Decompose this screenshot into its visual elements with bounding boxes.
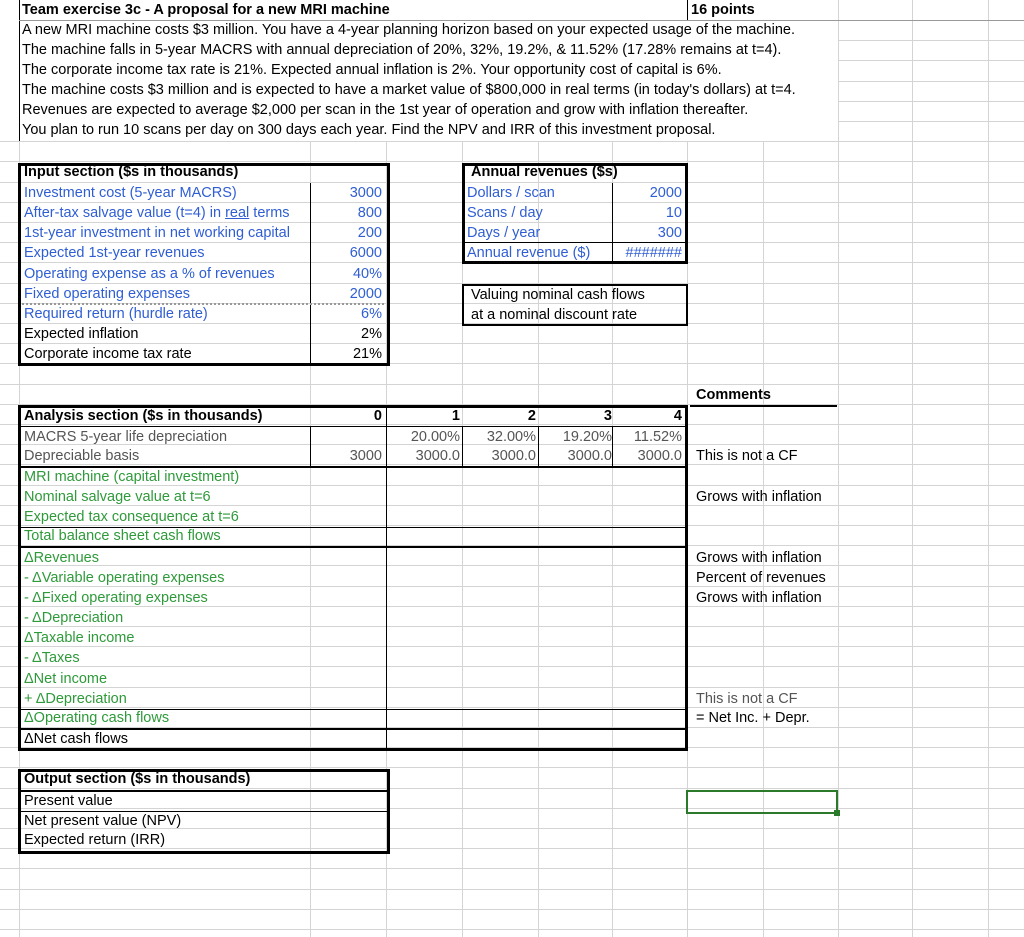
year-header: 4 bbox=[673, 408, 682, 424]
operating-row-label: + ΔDepreciation bbox=[24, 691, 127, 707]
output-label: Expected return (IRR) bbox=[24, 832, 166, 848]
comment: This is not a CF bbox=[696, 691, 798, 707]
problem-line: The corporate income tax rate is 21%. Expected annual inflation is 2%. Your opportunity cost of capital is 6%. bbox=[22, 62, 722, 78]
input-label: Expected 1st-year revenues bbox=[24, 245, 205, 261]
revenue-label: Dollars / scan bbox=[467, 185, 555, 201]
input-label: Fixed operating expenses bbox=[24, 286, 191, 302]
output-label: Present value bbox=[24, 793, 113, 809]
basis-value[interactable]: 3000.0 bbox=[415, 448, 460, 464]
input-label: Required return (hurdle rate) bbox=[24, 306, 208, 322]
year-header: 2 bbox=[527, 408, 536, 424]
problem-line: You plan to run 10 scans per day on 300 days each year. Find the NPV and IRR of this investment proposal. bbox=[22, 122, 716, 138]
operating-row-label: - ΔDepreciation bbox=[24, 610, 124, 626]
exercise-title: Team exercise 3c - A proposal for a new MRI machine bbox=[22, 2, 390, 18]
input-label: Investment cost (5-year MACRS) bbox=[24, 185, 237, 201]
operating-row-label: ΔRevenues bbox=[24, 550, 99, 566]
operating-row-label: ΔTaxable income bbox=[24, 630, 135, 646]
comment: = Net Inc. + Depr. bbox=[696, 710, 810, 726]
revenue-value[interactable]: 300 bbox=[657, 225, 682, 241]
comment: Grows with inflation bbox=[696, 590, 822, 606]
operating-row-label: - ΔFixed operating expenses bbox=[24, 590, 208, 606]
input-label: Corporate income tax rate bbox=[24, 346, 192, 362]
analysis-heading: Analysis section ($s in thousands) bbox=[24, 408, 263, 424]
fill-handle[interactable] bbox=[834, 810, 840, 816]
basis-value[interactable]: 3000.0 bbox=[491, 448, 536, 464]
input-value[interactable]: 3000 bbox=[349, 185, 382, 201]
input-value[interactable]: 2000 bbox=[349, 286, 382, 302]
input-label: 1st-year investment in net working capital bbox=[24, 225, 290, 241]
year-header: 0 bbox=[373, 408, 382, 424]
input-value[interactable]: 21% bbox=[352, 346, 382, 362]
revenue-value[interactable]: ####### bbox=[625, 245, 682, 261]
revenue-value[interactable]: 2000 bbox=[649, 185, 682, 201]
problem-line: A new MRI machine costs $3 million. You have a 4-year planning horizon based on your expected usage of the machine. bbox=[22, 22, 796, 38]
problem-line: Revenues are expected to average $2,000 per scan in the 1st year of operation and grow with inflation thereafter. bbox=[22, 102, 749, 118]
balance-row-label: Expected tax consequence at t=6 bbox=[24, 509, 239, 525]
comment: Grows with inflation bbox=[696, 489, 822, 505]
problem-line: The machine falls in 5-year MACRS with annual depreciation of 20%, 32%, 19.2%, & 11.52% (17.28% remains at t=4). bbox=[22, 42, 782, 58]
valuation-note: Valuing nominal cash flows bbox=[471, 287, 645, 303]
balance-row-label: MRI machine (capital investment) bbox=[24, 469, 240, 485]
revenue-label: Days / year bbox=[467, 225, 541, 241]
macrs-rate[interactable]: 32.00% bbox=[486, 429, 536, 445]
input-value[interactable]: 6000 bbox=[349, 245, 382, 261]
basis-value[interactable]: 3000 bbox=[349, 448, 382, 464]
basis-value[interactable]: 3000.0 bbox=[567, 448, 612, 464]
operating-row-label: ΔNet income bbox=[24, 671, 108, 687]
output-heading: Output section ($s in thousands) bbox=[24, 771, 251, 787]
balance-row-label: Total balance sheet cash flows bbox=[24, 528, 221, 544]
valuation-note: at a nominal discount rate bbox=[471, 307, 638, 323]
revenue-label: Scans / day bbox=[467, 205, 543, 221]
points-label: 16 points bbox=[691, 2, 755, 18]
comment: This is not a CF bbox=[696, 448, 798, 464]
selected-cell[interactable] bbox=[686, 790, 838, 814]
revenue-value[interactable]: 10 bbox=[665, 205, 682, 221]
output-label: Net present value (NPV) bbox=[24, 813, 182, 829]
annual-revenues-heading: Annual revenues ($s) bbox=[471, 164, 618, 180]
problem-line: The machine costs $3 million and is expected to have a market value of $800,000 in real terms (in today's dollars) at t=4. bbox=[22, 82, 796, 98]
input-value[interactable]: 200 bbox=[357, 225, 382, 241]
year-header: 3 bbox=[603, 408, 612, 424]
input-value[interactable]: 6% bbox=[361, 306, 382, 322]
input-value[interactable]: 800 bbox=[357, 205, 382, 221]
input-value[interactable]: 40% bbox=[352, 266, 382, 282]
input-label: After-tax salvage value (t=4) in real terms bbox=[24, 205, 290, 221]
net-cash-flows-label: ΔNet cash flows bbox=[24, 731, 128, 747]
comments-header: Comments bbox=[696, 387, 771, 403]
year-header: 1 bbox=[451, 408, 460, 424]
basis-label: Depreciable basis bbox=[24, 448, 140, 464]
macrs-rate[interactable]: 19.20% bbox=[562, 429, 612, 445]
operating-row-label: ΔOperating cash flows bbox=[24, 710, 170, 726]
macrs-rate[interactable]: 11.52% bbox=[633, 429, 682, 445]
balance-row-label: Nominal salvage value at t=6 bbox=[24, 489, 211, 505]
comment: Percent of revenues bbox=[696, 570, 826, 586]
input-label: Operating expense as a % of revenues bbox=[24, 266, 275, 282]
input-value[interactable]: 2% bbox=[361, 326, 382, 342]
operating-row-label: - ΔVariable operating expenses bbox=[24, 570, 225, 586]
macrs-label: MACRS 5-year life depreciation bbox=[24, 429, 228, 445]
input-heading: Input section ($s in thousands) bbox=[24, 164, 239, 180]
comment: Grows with inflation bbox=[696, 550, 822, 566]
operating-row-label: - ΔTaxes bbox=[24, 650, 80, 666]
macrs-rate[interactable]: 20.00% bbox=[410, 429, 460, 445]
revenue-label: Annual revenue ($) bbox=[467, 245, 591, 261]
basis-value[interactable]: 3000.0 bbox=[637, 448, 682, 464]
input-label: Expected inflation bbox=[24, 326, 139, 342]
